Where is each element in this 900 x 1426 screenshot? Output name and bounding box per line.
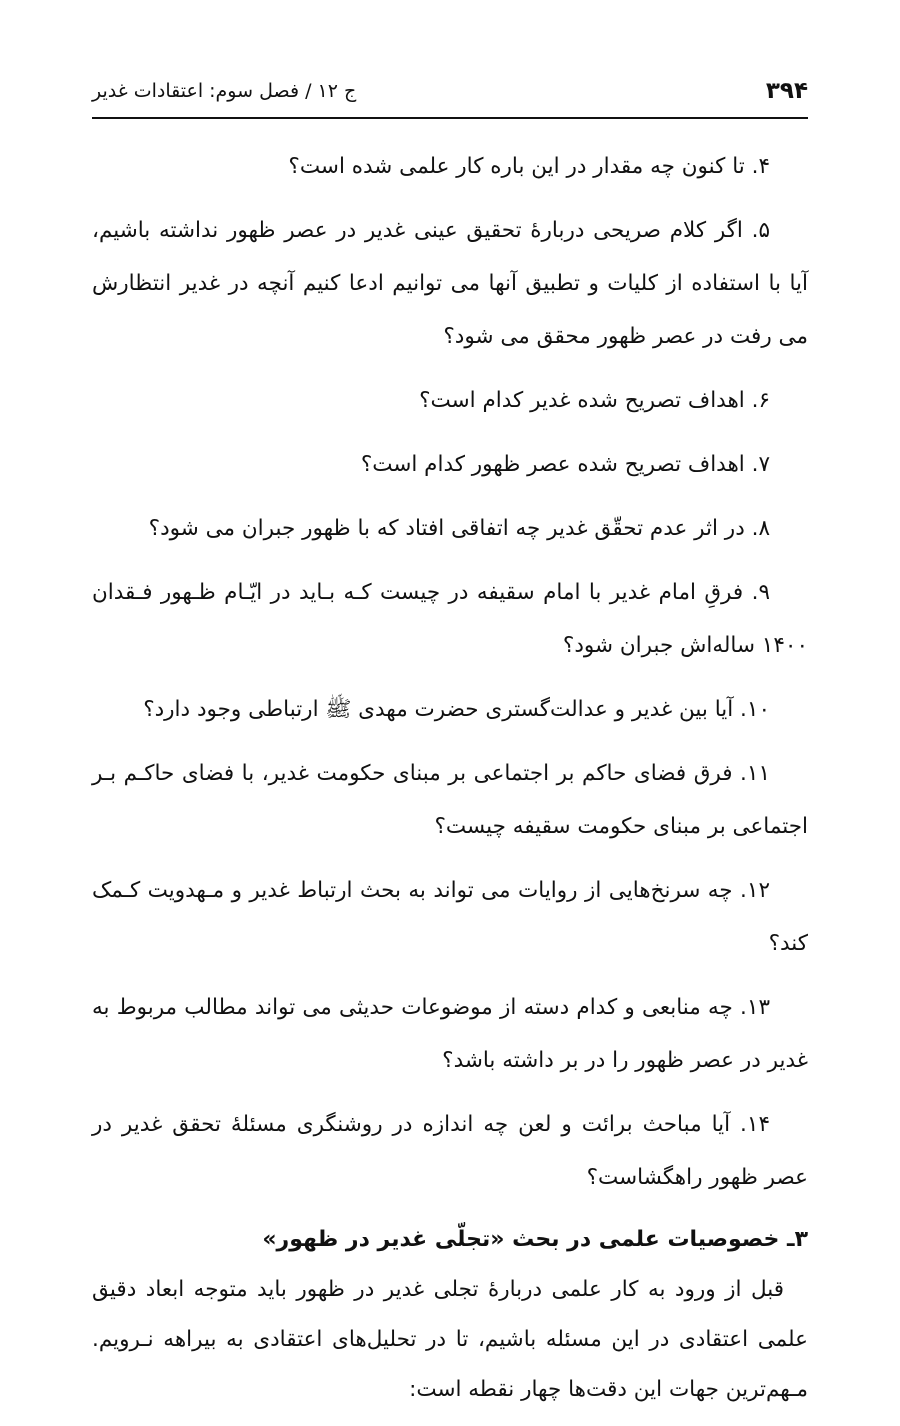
question-14: ۱۴. آیا مباحث برائت و لعن چه اندازه در روشنگری مسئلهٔ تحقق غدیر در عصر ظهور راهگشاست؟ xyxy=(92,1112,808,1190)
question-7: ۷. اهداف تصریح شده عصر ظهور کدام است؟ xyxy=(360,452,770,477)
section-heading: ۳ـ خصوصیات علمی در بحث «تجلّی غدیر در ظهور» xyxy=(262,1227,808,1252)
question-10: ۱۰. آیا بین غدیر و عدالت‌گستری حضرت مهدی ﷺ ارتباطی وجود دارد؟ xyxy=(143,697,770,722)
header-rule xyxy=(92,117,808,119)
page-header xyxy=(92,78,808,114)
section-intro-paragraph: قبل از ورود به کار علمی دربارهٔ تجلی غدیر در ظهور باید متوجه ابعاد دقیق علمی اعتقادی در این مسئله باشیم، تا در تحلیل‌های اعتقادی به بیراهه نـرویم. مـهم‌ترین جهات این دقت‌ها چهار نقطه است: xyxy=(92,1277,808,1402)
running-head: ج ۱۲ / فصل سوم: اعتقادات غدیر xyxy=(92,80,357,102)
question-11: ۱۱. فرق فضای حاکم بر اجتماعی بر مبنای حکومت غدیر، با فضای حاکـم بـر اجتماعی بر مبنای حکومت سقیفه چیست؟ xyxy=(92,761,808,839)
question-13: ۱۳. چه منابعی و کدام دسته از موضوعات حدیثی می تواند مطالب مربوط به غدیر در عصر ظهور را در بر داشته باشد؟ xyxy=(92,995,808,1073)
question-9: ۹. فرقِ امام غدیر با امام سقیفه در چیست کـه بـاید در ایّـام ظـهور فـقدان ۱۴۰۰ ساله‌اش جبران شود؟ xyxy=(92,580,808,658)
page-number: ۳۹۴ xyxy=(765,78,808,104)
question-4: ۴. تا کنون چه مقدار در این باره کار علمی شده است؟ xyxy=(288,154,770,179)
question-5: ۵. اگر کلام صریحی دربارهٔ تحقیق عینی غدیر در عصر ظهور نداشته باشیم، آیا با استفاده از کلیات و تطبیق آنها می توانیم ادعا کنیم آنچه در غدیر انتظارش می رفت در عصر ظهور محقق می شود؟ xyxy=(92,218,808,349)
book-page xyxy=(92,0,808,1402)
page-body xyxy=(92,140,808,1426)
question-8: ۸. در اثر عدم تحقّق غدیر چه اتفاقی افتاد که با ظهور جبران می شود؟ xyxy=(148,516,770,541)
question-12: ۱۲. چه سرنخ‌هایی از روایات می تواند به بحث ارتباط غدیر و مـهدویت کـمک کند؟ xyxy=(92,878,808,956)
question-6: ۶. اهداف تصریح شده غدیر کدام است؟ xyxy=(419,388,770,413)
